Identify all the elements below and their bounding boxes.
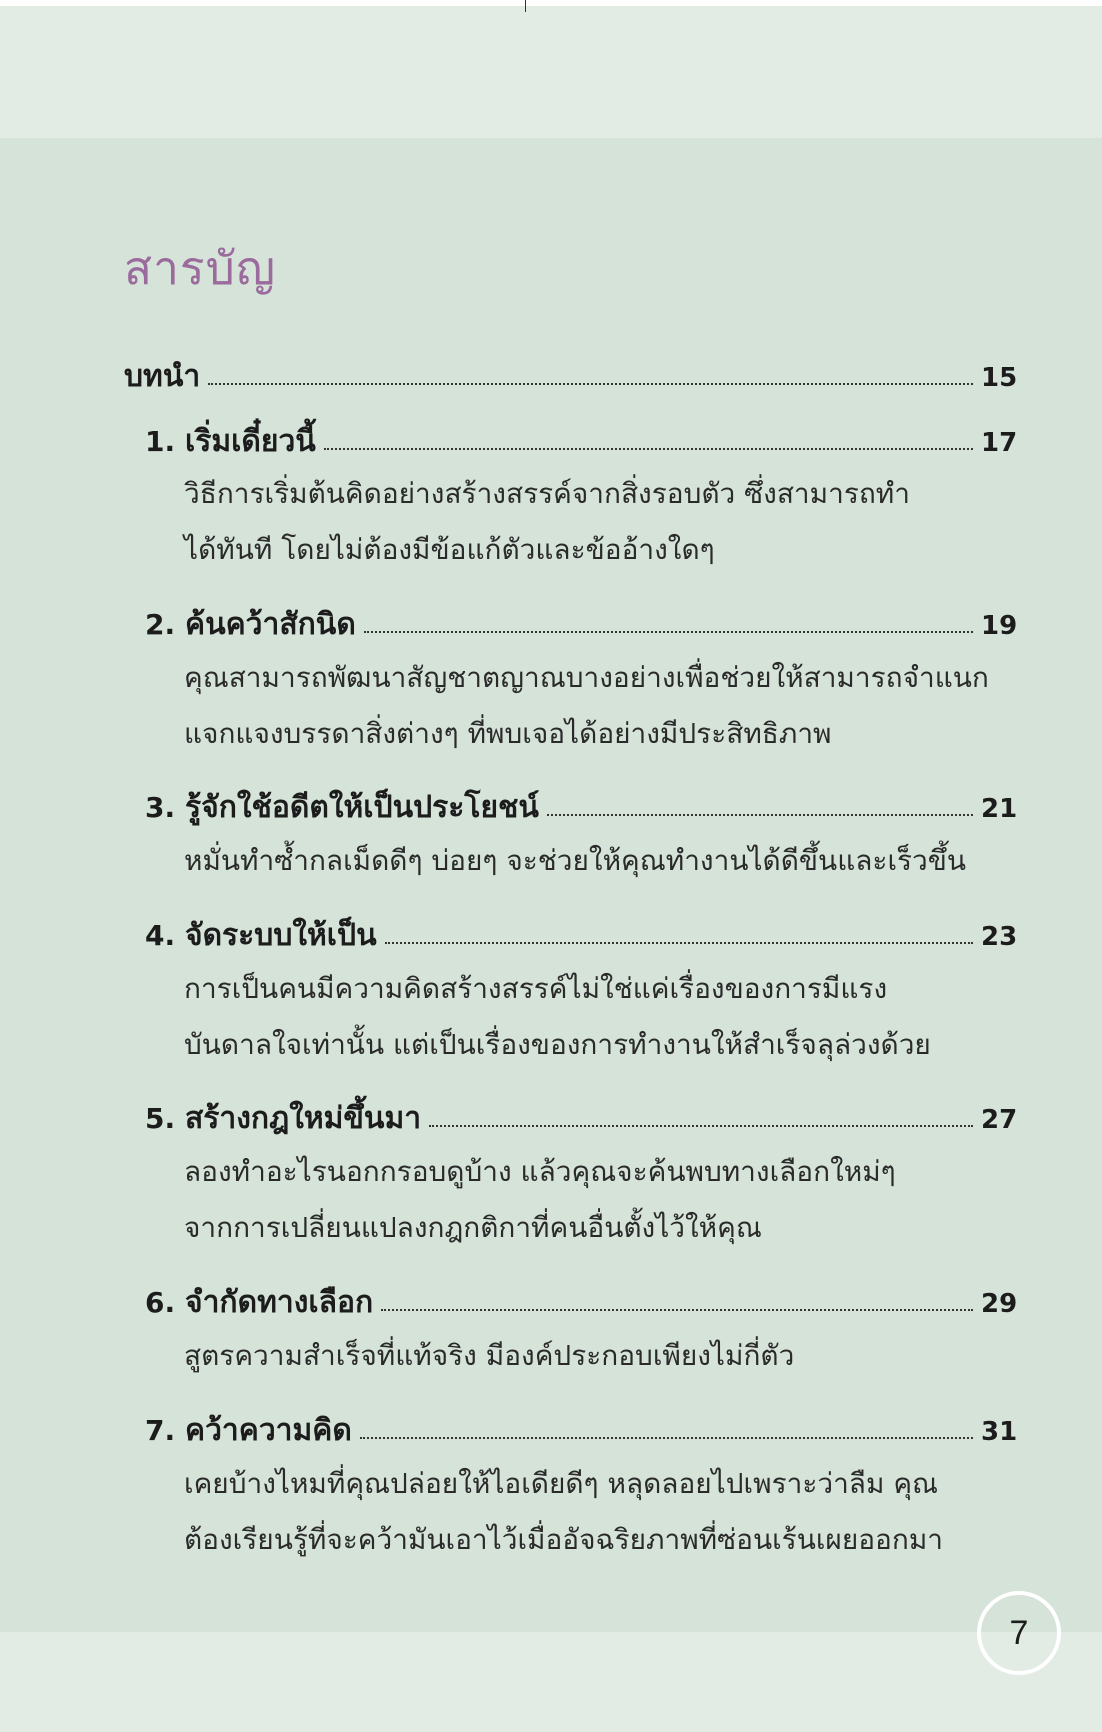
toc-entry-chapter-3[interactable] [145, 787, 1018, 829]
dot-leader [324, 448, 973, 450]
toc-entry-chapter-5[interactable] [145, 1098, 1018, 1140]
chapter-title: คว้าความคิด [185, 1413, 352, 1448]
dot-leader [360, 1437, 973, 1439]
chapter-description-line: จากการเปลี่ยนแปลงกฎกติกาที่คนอื่นตั้งไว้ให้คุณ [184, 1211, 762, 1244]
dot-leader [429, 1125, 973, 1127]
chapter-title: ค้นคว้าสักนิด [185, 607, 356, 642]
dot-leader [385, 942, 973, 944]
page-number-badge [977, 1591, 1061, 1675]
toc-entry-chapter-2[interactable] [145, 604, 1018, 646]
dot-leader [381, 1309, 973, 1311]
chapter-description-line: แจกแจงบรรดาสิ่งต่างๆ ที่พบเจอได้อย่างมีประสิทธิภาพ [184, 717, 832, 750]
dot-leader [208, 383, 973, 385]
toc-page-number: 27 [981, 1105, 1018, 1135]
chapter-description-line: หมั่นทำซ้ำกลเม็ดดีๆ บ่อยๆ จะช่วยให้คุณทำงานได้ดีขึ้นและเร็วขึ้น [184, 844, 967, 877]
chapter-title: จำกัดทางเลือก [185, 1285, 374, 1320]
chapter-number: 2. [145, 608, 176, 641]
toc-page-number: 15 [981, 363, 1018, 393]
toc-page-number: 19 [981, 611, 1018, 641]
crop-mark [525, 0, 526, 12]
chapter-description-line: ต้องเรียนรู้ที่จะคว้ามันเอาไว้เมื่ออัจฉริยภาพที่ซ่อนเร้นเผยออกมา [184, 1523, 943, 1556]
chapter-description-line: บันดาลใจเท่านั้น แต่เป็นเรื่องของการทำงานให้สำเร็จลุล่วงด้วย [184, 1028, 931, 1061]
toc-entry-chapter-1[interactable] [145, 421, 1018, 463]
chapter-description-line: ได้ทันที โดยไม่ต้องมีข้อแก้ตัวและข้ออ้างใดๆ [184, 533, 715, 566]
top-trim-strip [0, 0, 1102, 6]
toc-page-number: 31 [981, 1417, 1018, 1447]
chapter-number: 1. [145, 425, 176, 458]
toc-entry-intro[interactable] [124, 356, 1018, 398]
dot-leader [364, 631, 973, 633]
chapter-title: สร้างกฎใหม่ขึ้นมา [185, 1101, 422, 1136]
toc-page-number: 23 [981, 922, 1018, 952]
chapter-number: 6. [145, 1286, 176, 1319]
chapter-description-line: การเป็นคนมีความคิดสร้างสรรค์ไม่ใช่แค่เรื่องของการมีแรง [184, 972, 888, 1005]
page-title: สารบัญ [124, 241, 277, 295]
chapter-description-line: คุณสามารถพัฒนาสัญชาตญาณบางอย่างเพื่อช่วยให้สามารถจำแนก [184, 661, 989, 694]
toc-page-number: 21 [981, 794, 1018, 824]
toc-page-number: 17 [981, 428, 1018, 458]
toc-page-number: 29 [981, 1289, 1018, 1319]
toc-entry-chapter-4[interactable] [145, 915, 1018, 957]
toc-entry-label: บทนำ [124, 359, 201, 394]
chapter-number: 3. [145, 791, 176, 824]
dot-leader [547, 814, 973, 816]
chapter-description-line: เคยบ้างไหมที่คุณปล่อยให้ไอเดียดีๆ หลุดลอยไปเพราะว่าลืม คุณ [184, 1467, 939, 1500]
toc-entry-chapter-7[interactable] [145, 1410, 1018, 1452]
chapter-number: 7. [145, 1414, 176, 1447]
chapter-description-line: สูตรความสำเร็จที่แท้จริง มีองค์ประกอบเพียงไม่กี่ตัว [184, 1339, 795, 1372]
chapter-title: เริ่มเดี๋ยวนี้ [185, 424, 316, 459]
chapter-number: 4. [145, 919, 176, 952]
page-number: 7 [1009, 1613, 1029, 1652]
chapter-description-line: ลองทำอะไรนอกกรอบดูบ้าง แล้วคุณจะค้นพบทางเลือกใหม่ๆ [184, 1155, 896, 1188]
toc-entry-chapter-6[interactable] [145, 1282, 1018, 1324]
chapter-title: รู้จักใช้อดีตให้เป็นประโยชน์ [185, 790, 539, 825]
chapter-number: 5. [145, 1102, 176, 1135]
chapter-title: จัดระบบให้เป็น [185, 918, 377, 953]
chapter-description-line: วิธีการเริ่มต้นคิดอย่างสร้างสรรค์จากสิ่งรอบตัว ซึ่งสามารถทำ [184, 477, 910, 510]
